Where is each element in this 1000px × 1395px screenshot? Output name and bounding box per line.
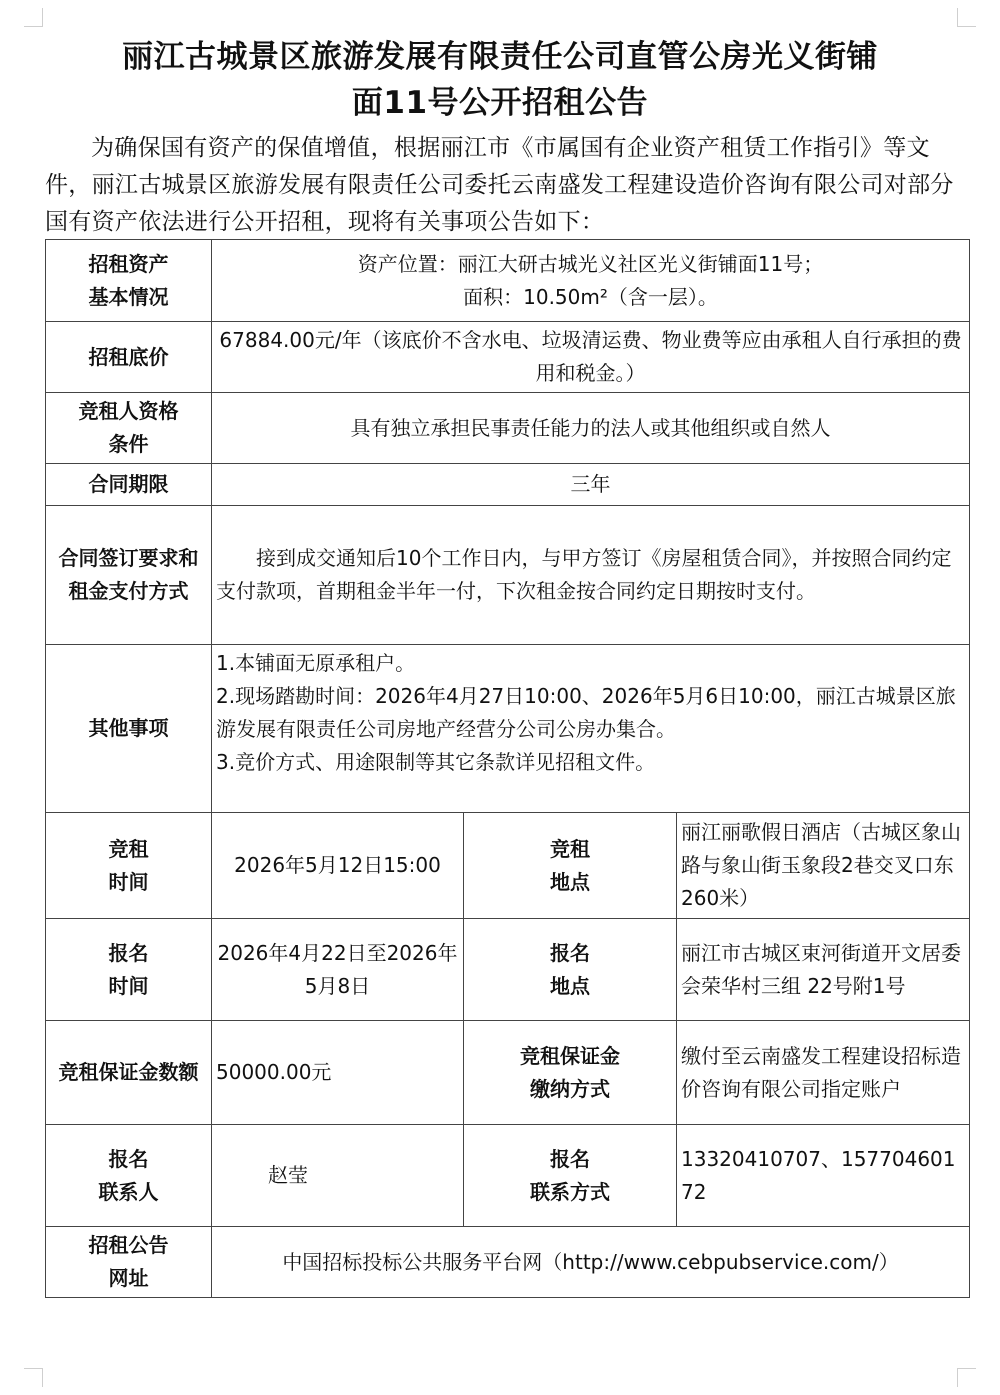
label-contract-line1: 合同签订要求和 (58, 546, 199, 570)
value-deposit-method: 缴付至云南盛发工程建设招标造价咨询有限公司指定账户 (677, 1021, 970, 1125)
row-contact (46, 1125, 970, 1227)
row-contract (46, 506, 970, 645)
label-website (46, 1227, 212, 1298)
value-other (212, 645, 970, 813)
row-bid (46, 813, 970, 919)
label-asset (46, 240, 212, 322)
value-qualification: 具有独立承担民事责任能力的法人或其他组织或自然人 (212, 393, 970, 464)
title-line-2: 面11号公开招租公告 (351, 85, 649, 121)
asset-area: 面积：10.50m²（含一层）。 (463, 284, 718, 309)
label-reg-time-line1: 报名 (108, 940, 149, 965)
value-reg-place: 丽江市古城区束河街道开文居委会荣华村三组 22号附1号 (677, 919, 970, 1021)
page-title (40, 34, 960, 126)
label-contract-line2: 租金支付方式 (68, 579, 189, 603)
label-contact-person-line2: 联系人 (98, 1179, 159, 1204)
label-bid-time-line2: 时间 (108, 869, 149, 894)
label-contact-person (46, 1125, 212, 1227)
value-bid-time: 2026年5月12日15:00 (212, 813, 464, 919)
crop-mark-bottom-left (24, 1368, 43, 1387)
label-reg-place (464, 919, 677, 1021)
value-bid-place: 丽江丽歌假日酒店（古城区象山路与象山街玉象段2巷交叉口东260米） (677, 813, 970, 919)
label-deposit-amount: 竞租保证金数额 (46, 1021, 212, 1125)
value-term: 三年 (212, 464, 970, 506)
label-qualification-line2: 条件 (108, 432, 149, 456)
label-term: 合同期限 (46, 464, 212, 506)
value-deposit-amount: 50000.00元 (212, 1021, 464, 1125)
label-reserve-price: 招租底价 (46, 322, 212, 393)
label-qualification (46, 393, 212, 464)
label-reg-time (46, 919, 212, 1021)
notice-table (45, 239, 970, 1298)
other-item-3: 3.竞价方式、用途限制等其它条款详见招租文件。 (216, 750, 656, 774)
value-contact-person: 赵莹 (212, 1125, 464, 1227)
row-term (46, 464, 970, 506)
label-deposit-method (464, 1021, 677, 1125)
label-qualification-line1: 竞租人资格 (78, 399, 179, 423)
asset-location: 资产位置：丽江大研古城光义社区光义街铺面11号； (357, 251, 824, 276)
value-website: 中国招标投标公共服务平台网（http://www.cebpubservice.com/） (212, 1227, 970, 1298)
crop-mark-top-right (957, 8, 976, 27)
label-bid-time (46, 813, 212, 919)
label-deposit-method-line1: 竞租保证金 (520, 1043, 620, 1068)
row-reserve-price (46, 322, 970, 393)
label-asset-line1: 招租资产 (88, 251, 169, 276)
row-registration (46, 919, 970, 1021)
label-bid-time-line1: 竞租 (108, 836, 149, 861)
label-reg-place-line1: 报名 (550, 940, 590, 965)
other-item-2: 2.现场踏勘时间：2026年4月27日10:00、2026年5月6日10:00，丽江古城景区旅游发展有限责任公司房地产经营分公司公房办集合。 (216, 684, 956, 741)
crop-mark-top-left (24, 8, 43, 27)
label-website-line1: 招租公告 (88, 1233, 169, 1257)
label-asset-line2: 基本情况 (88, 284, 169, 309)
title-line-1: 丽江古城景区旅游发展有限责任公司直管公房光义街铺 (122, 39, 878, 75)
intro-paragraph: 为确保国有资产的保值增值，根据丽江市《市属国有企业资产租赁工作指引》等文件，丽江古城景区旅游发展有限责任公司委托云南盛发工程建设造价咨询有限公司对部分国有资产依法进行公开招租，现将有关事项公告如下： (45, 135, 954, 235)
value-reserve-price: 67884.00元/年（该底价不含水电、垃圾清运费、物业费等应由承租人自行承担的费用和税金。） (212, 322, 970, 393)
row-deposit (46, 1021, 970, 1125)
label-reg-time-line2: 时间 (108, 973, 149, 998)
label-contact-person-line1: 报名 (108, 1146, 149, 1171)
label-contact-phone (464, 1125, 677, 1227)
label-contract (46, 506, 212, 645)
row-website (46, 1227, 970, 1298)
label-bid-place (464, 813, 677, 919)
value-asset (212, 240, 970, 322)
label-reg-place-line2: 地点 (550, 973, 590, 998)
value-contract: 接到成交通知后10个工作日内，与甲方签订《房屋租赁合同》，并按照合同约定支付款项，首期租金半年一付，下次租金按合同约定日期按时支付。 (212, 506, 970, 645)
value-reg-time: 2026年4月22日至2026年5月8日 (212, 919, 464, 1021)
row-asset (46, 240, 970, 322)
label-bid-place-line2: 地点 (550, 869, 590, 894)
row-qualification (46, 393, 970, 464)
label-contact-phone-line2: 联系方式 (530, 1179, 610, 1204)
value-contact-phone: 13320410707、15770460172 (677, 1125, 970, 1227)
label-other: 其他事项 (46, 645, 212, 813)
label-bid-place-line1: 竞租 (550, 836, 590, 861)
crop-mark-bottom-right (957, 1368, 976, 1387)
label-website-line2: 网址 (108, 1266, 149, 1290)
label-deposit-method-line2: 缴纳方式 (530, 1076, 610, 1101)
row-other (46, 645, 970, 813)
label-contact-phone-line1: 报名 (550, 1146, 590, 1171)
other-item-1: 1.本铺面无原承租户。 (216, 651, 416, 675)
